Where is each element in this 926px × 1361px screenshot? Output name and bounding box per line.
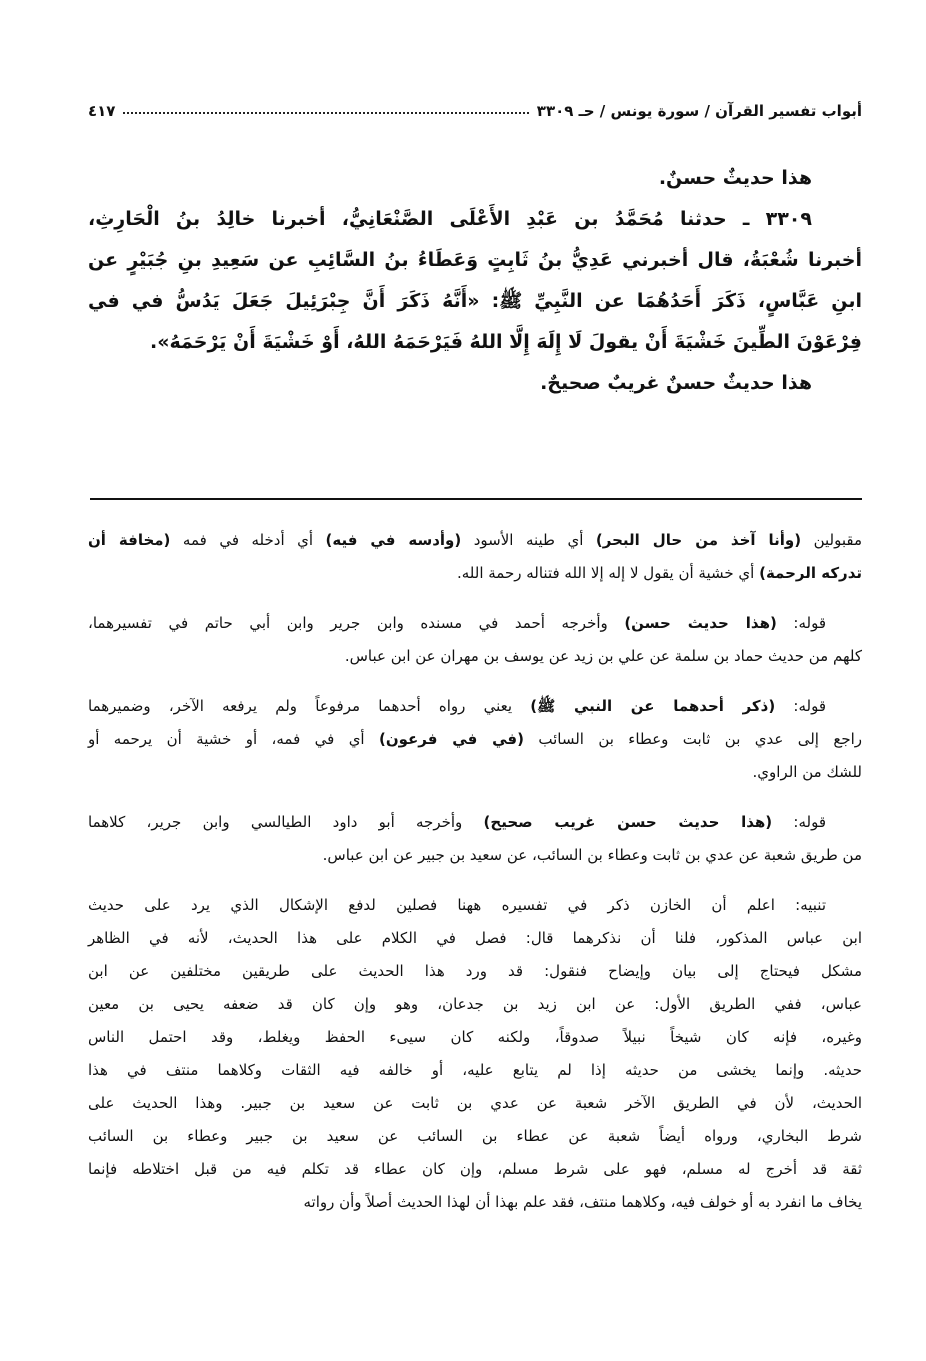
quoted-phrase: (ذكر أحدهما عن النبي ﷺ): [530, 697, 776, 715]
text-segment: للشك من الراوي.: [752, 763, 862, 781]
dot-leader: [123, 112, 528, 114]
text-line: [88, 756, 862, 789]
text-segment: تنبيه: اعلم أن الخازن ذكر في تفسيره ههنا فصلين لدفع الإشكال الذي يرد على حديث: [88, 896, 826, 914]
quoted-phrase: (في في فرعون): [378, 730, 524, 748]
text-segment: ابنِ عَبَّاسٍ، ذَكَرَ أَحَدُهُمَا عن النَّبِيِّ ﷺ: «أَنَّهُ ذَكَرَ أَنَّ جِبْرَئِيلَ جَعَلَ يَدُسُّ في في: [88, 290, 862, 312]
text-segment: يعني رواه أحدهما مرفوعاً ولم يرفعه الآخر، وضميرهما: [88, 697, 531, 715]
text-line: [88, 322, 862, 363]
text-segment: أي طينه الأسود: [461, 531, 596, 549]
text-segment: عباس، ففي الطريق الأول: عن ابن زيد بن جدعان، وهو وإن كان قد ضعفه يحيى بن معين: [88, 995, 862, 1013]
text-segment: يخاف ما انفرد به أو خولف فيه، وكلاهما منتف، فقد علم بهذا أن لهذا الحديث أصلاً وأن رواته: [303, 1193, 862, 1211]
text-segment: وأخرجه أحمد في مسنده وابن جرير وابن أبي حاتم في تفسيرهما،: [88, 614, 625, 632]
running-header: [88, 92, 862, 120]
text-line: [88, 1186, 862, 1219]
footnote-paragraph: [88, 889, 862, 1219]
text-segment: راجع إلى عدي بن ثابت وعطاء بن السائب: [523, 730, 862, 748]
text-line: [88, 240, 862, 281]
footnote-separator: [90, 498, 862, 500]
footnote-paragraph: [88, 806, 862, 872]
quoted-phrase: تدركه الرحمة): [759, 564, 862, 582]
header-title: أبواب تفسير القرآن / سورة يونس / حـ ٣٣٠٩: [536, 102, 862, 120]
text-line: [88, 1021, 862, 1054]
text-line: [88, 1120, 862, 1153]
quoted-phrase: (هذا حديث حسن): [624, 614, 777, 632]
text-line: [88, 1054, 862, 1087]
text-segment: قوله:: [772, 813, 826, 831]
text-line: [88, 557, 862, 590]
text-segment: حديثه. وإنما يخشى من حديثه إذا لم يتابع عليه، أو خالفه فيه الثقات وكلاهما منتف في هذا: [88, 1061, 862, 1079]
text-segment: أي في فمه، أو خشية أن يرحمه أو: [88, 730, 379, 748]
text-segment: قوله:: [775, 697, 827, 715]
quoted-phrase: (وأنا آخذ من حال البحر): [595, 531, 802, 549]
text-line: [88, 988, 862, 1021]
text-segment: وغيره، فإنه كان شيخاً نبيلاً صدوقاً، ولكنه كان سيىء الحفظ ويغلط، وقد احتمل الناس: [88, 1028, 862, 1046]
text-segment: أي أدخله في فمه: [170, 531, 326, 549]
text-line: [88, 889, 862, 922]
text-line: [88, 199, 862, 240]
main-paragraph: [88, 199, 862, 363]
text-line: [88, 1087, 862, 1120]
text-line: [88, 839, 862, 872]
quoted-phrase: (هذا حديث حسن غريب صحيح): [483, 813, 773, 831]
hadith-text: [88, 158, 862, 404]
text-line: [88, 640, 862, 673]
text-segment: وأخرجه أبو داود الطيالسي وابن جرير، كلاهما: [88, 813, 484, 831]
text-segment: هذا حديثٌ حسنٌ غريبٌ صحيحٌ.: [540, 372, 812, 394]
text-line: [88, 1153, 862, 1186]
quoted-phrase: (وأدسه في فيه): [325, 531, 462, 549]
text-line: [88, 158, 862, 199]
text-segment: شرط البخاري، ورواه أيضاً شعبة عن عطاء بن السائب عن سعيد بن جبير وعطاء بن السائب: [88, 1127, 862, 1145]
commentary-footnotes: [88, 524, 862, 1236]
text-segment: فِرْعَوْنَ الطِّينَ خَشْيَةَ أَنْ يقولَ لَا إِلَهَ إِلَّا اللهُ فَيَرْحَمَهُ اللهُ، أَوْ خَشْيَةَ أَنْ يَرْحَمَهُ».: [150, 331, 862, 353]
text-line: [88, 607, 862, 640]
text-segment: من طريق شعبة عن عدي بن ثابت وعطاء بن السائب، عن سعيد بن جبير عن ابن عباس.: [322, 846, 862, 864]
text-segment: الحديث، لأن في الطريق الآخر شعبة عن عدي بن ثابت عن سعيد بن جبير. وهذا الحديث على: [88, 1094, 862, 1112]
text-segment: أي خشية أن يقول لا إله إلا الله فتناله رحمة الله.: [456, 564, 760, 582]
footnote-paragraph: [88, 607, 862, 673]
text-line: [88, 723, 862, 756]
quoted-phrase: (مخافة أن: [88, 531, 171, 549]
text-segment: أخبرنا شُعْبَةُ، قال أخبرني عَدِيُّ بنُ ثَابِتٍ وَعَطَاءُ بنُ السَّائِبِ عن سَعِيدِ بنِ جُبَيْرٍ عن: [88, 249, 862, 271]
text-line: [88, 281, 862, 322]
main-paragraph: [88, 363, 862, 404]
text-segment: ثقة قد أخرج له مسلم، فهو على شرط مسلم، وإن كان عطاء قد تكلم فيه من قبل اختلاطه فإنما: [88, 1160, 862, 1178]
text-segment: مشكل فيحتاج إلى بيان وإيضاح فنقول: قد ورد هذا الحديث على طريقين مختلفين عن ابن: [88, 962, 862, 980]
text-segment: ٣٣٠٩ ـ حدثنا مُحَمَّدُ بن عَبْدِ الأَعْلَى الصَّنْعَانِيُّ، أخبرنا خالِدُ بنُ الْحَارِثِ،: [88, 208, 812, 230]
text-segment: كلهم من حديث حماد بن سلمة عن علي بن زيد عن يوسف بن مهران عن ابن عباس.: [344, 647, 862, 665]
text-segment: هذا حديثٌ حسنٌ.: [658, 167, 812, 189]
text-line: [88, 524, 862, 557]
text-line: [88, 363, 862, 404]
footnote-paragraph: [88, 524, 862, 590]
text-line: [88, 690, 862, 723]
page-number: ٤١٧: [88, 102, 116, 120]
text-line: [88, 955, 862, 988]
text-segment: مقبولين: [801, 531, 863, 549]
text-segment: قوله:: [776, 614, 827, 632]
text-line: [88, 806, 862, 839]
text-segment: ابن عباس المذكور، فلنا أن نذكرهما قال: فصل في الكلام على هذا الحديث، لأنه في الظاهر: [88, 929, 862, 947]
text-line: [88, 922, 862, 955]
footnote-paragraph: [88, 690, 862, 789]
main-paragraph: [88, 158, 862, 199]
